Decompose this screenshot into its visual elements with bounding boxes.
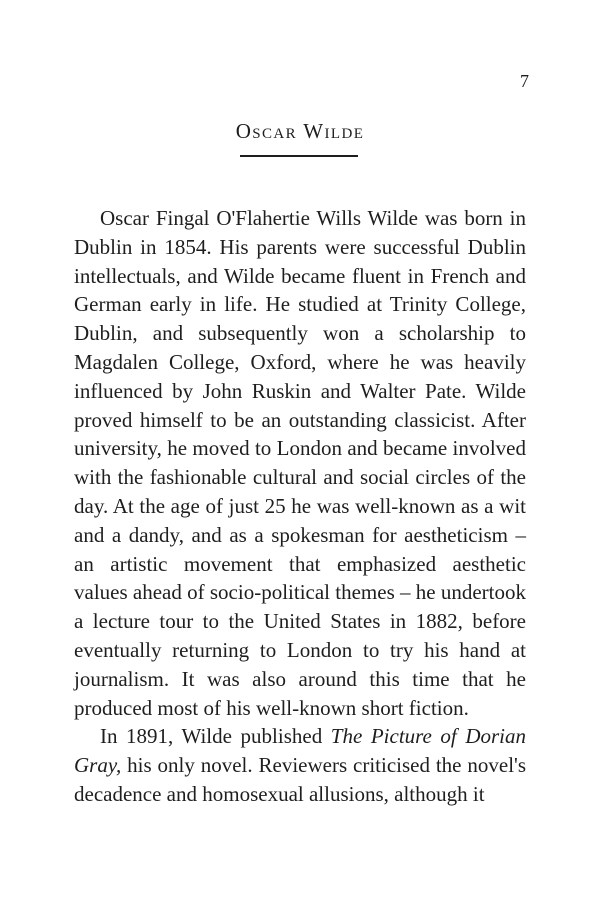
book-title-italic: The Picture of Dorian Gray, <box>74 724 526 778</box>
body-text <box>74 204 526 809</box>
chapter-title: Oscar Wilde <box>235 119 365 143</box>
title-underline-rule <box>240 155 358 157</box>
paragraph-1: Oscar Fingal O'Flahertie Wills Wilde was born in Dublin in 1854. His parents were successful Dublin intellectuals, and Wilde became fluent in French and German early in life. He studied at Trinity College, Dublin, and subsequently won a scholarship to Magdalen College, Oxford, where he was heavily influenced by John Ruskin and Walter Pate. Wilde proved himself to be an outstanding classicist. After university, he moved to London and became involved with the fashionable cultural and social circles of the day. At the age of just 25 he was well-known as a wit and a dandy, and as a spokesman for aestheticism – an artistic movement that emphasized aesthetic values ahead of socio-political themes – he undertook a lecture tour to the United States in 1882, before eventually returning to London to try his hand at journalism. It was also around this time that he produced most of his well-known short fiction. <box>74 206 526 720</box>
page-number: 7 <box>520 71 529 91</box>
paragraph-2 <box>74 722 526 808</box>
paragraph-2-text-after: his only novel. Reviewers criticised the novel's decadence and homosexual allusions, although it <box>74 753 526 806</box>
paragraph-2-text-before: In 1891, Wilde published <box>100 724 331 749</box>
